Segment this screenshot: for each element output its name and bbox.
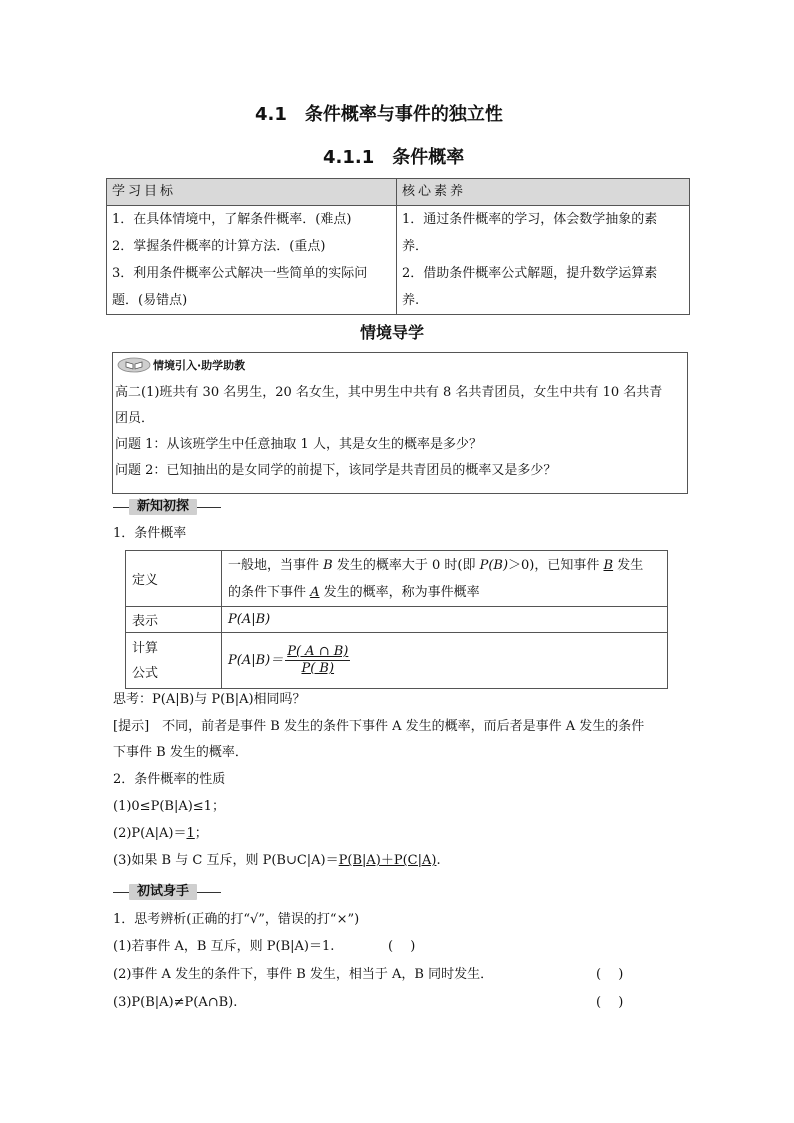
scenario-line: 问题 1：从该班学生中任意抽取 1 人，其是女生的概率是多少？ [115,437,482,452]
concept-label-notation: 表示 [126,607,222,633]
hint-line: [提示] 不同，前者是事件 B 发生的条件下事件 A 发生的概率，而后者是事件 A 发生的条件 [113,719,645,734]
scenario-badge [117,356,245,374]
concept-label-formula: 计算 公式 [126,633,222,689]
concept-definition: 一般地，当事件 B 发生的概率大于 0 时(即 P(B)＞0)，已知事件 B 发生 的条件下事件 A 发生的概率，称为事件概率 [222,551,668,607]
scenario-line: 高二(1)班共有 30 名男生，20 名女生，其中男生中共有 8 名共青团员，女生中共有 10 名共青 [115,385,663,400]
item-heading: 2．条件概率的性质 [113,772,226,787]
answer-blank[interactable]: ( ) [596,967,624,982]
tab-practice-label: 初试身手 [129,884,197,900]
tab-new-knowledge-label: 新知初探 [129,499,197,515]
goal-line: 题．(易错点) [112,293,188,308]
page-title: 4.1 条件概率与事件的独立性 [255,104,503,125]
goals-header-learning: 学习目标 [107,179,397,206]
answer-blank[interactable]: ( ) [596,995,624,1010]
literacy-line: 养． [402,239,429,254]
practice-statement: (1)若事件 A，B 互斥，则 P(B|A)＝1. [113,939,335,954]
scenario-line: 团员． [115,411,155,426]
property-line: (3)如果 B 与 C 互斥，则 P(B∪C|A)＝P(B|A)＋P(C|A). [113,853,441,868]
goal-line: 1．在具体情境中，了解条件概率．(难点) [112,212,352,227]
scenario-line: 问题 2：已知抽出的是女同学的前提下，该同学是共青团员的概率又是多少？ [115,463,557,478]
formula-fraction: $\frac{P( A \cap B)}{P( B)}$ [287,644,349,676]
section-tab-new-knowledge [113,498,221,516]
section-title-scenario: 情境导学 [360,323,425,342]
literacy-line: 2．借助条件概率公式解题，提升数学运算素 [402,266,658,281]
goal-line: 3．利用条件概率公式解决一些简单的实际问 [112,266,368,281]
goals-header-literacy: 核心素养 [397,179,690,206]
section-tab-practice [113,883,221,901]
book-icon [117,357,151,373]
hint-line: 下事件 B 发生的概率． [113,745,248,760]
concept-label-definition: 定义 [126,551,222,607]
answer-blank[interactable]: ( ) [388,939,416,954]
goal-line: 2．掌握条件概率的计算方法．(重点) [112,239,326,254]
concept-formula: P(A|B)＝ $\frac{P( A \cap B)}{P( B)}$ [222,633,668,689]
practice-question: 1．思考辨析(正确的打“√”，错误的打“×”) [113,912,360,927]
goals-table [106,178,690,315]
concept-notation: P(A|B) [222,607,668,633]
practice-statement: (3)P(B|A)≠P(A∩B). [113,995,238,1010]
think-question: 思考：P(A|B)与 P(B|A)相同吗？ [113,692,306,707]
page-subtitle: 4.1.1 条件概率 [323,147,465,168]
practice-statement: (2)事件 A 发生的条件下，事件 B 发生，相当于 A，B 同时发生． [113,967,494,982]
property-line: (2)P(A|A)＝1； [113,826,208,841]
concept-table [125,550,668,689]
literacy-line: 1．通过条件概率的学习，体会数学抽象的素 [402,212,658,227]
item-heading: 1．条件概率 [113,526,187,541]
scenario-badge-label: 情境引入·助学助教 [153,359,246,372]
scenario-box [112,352,688,494]
literacy-line: 养. [402,293,420,308]
property-line: (1)0≤P(B|A)≤1； [113,799,225,814]
